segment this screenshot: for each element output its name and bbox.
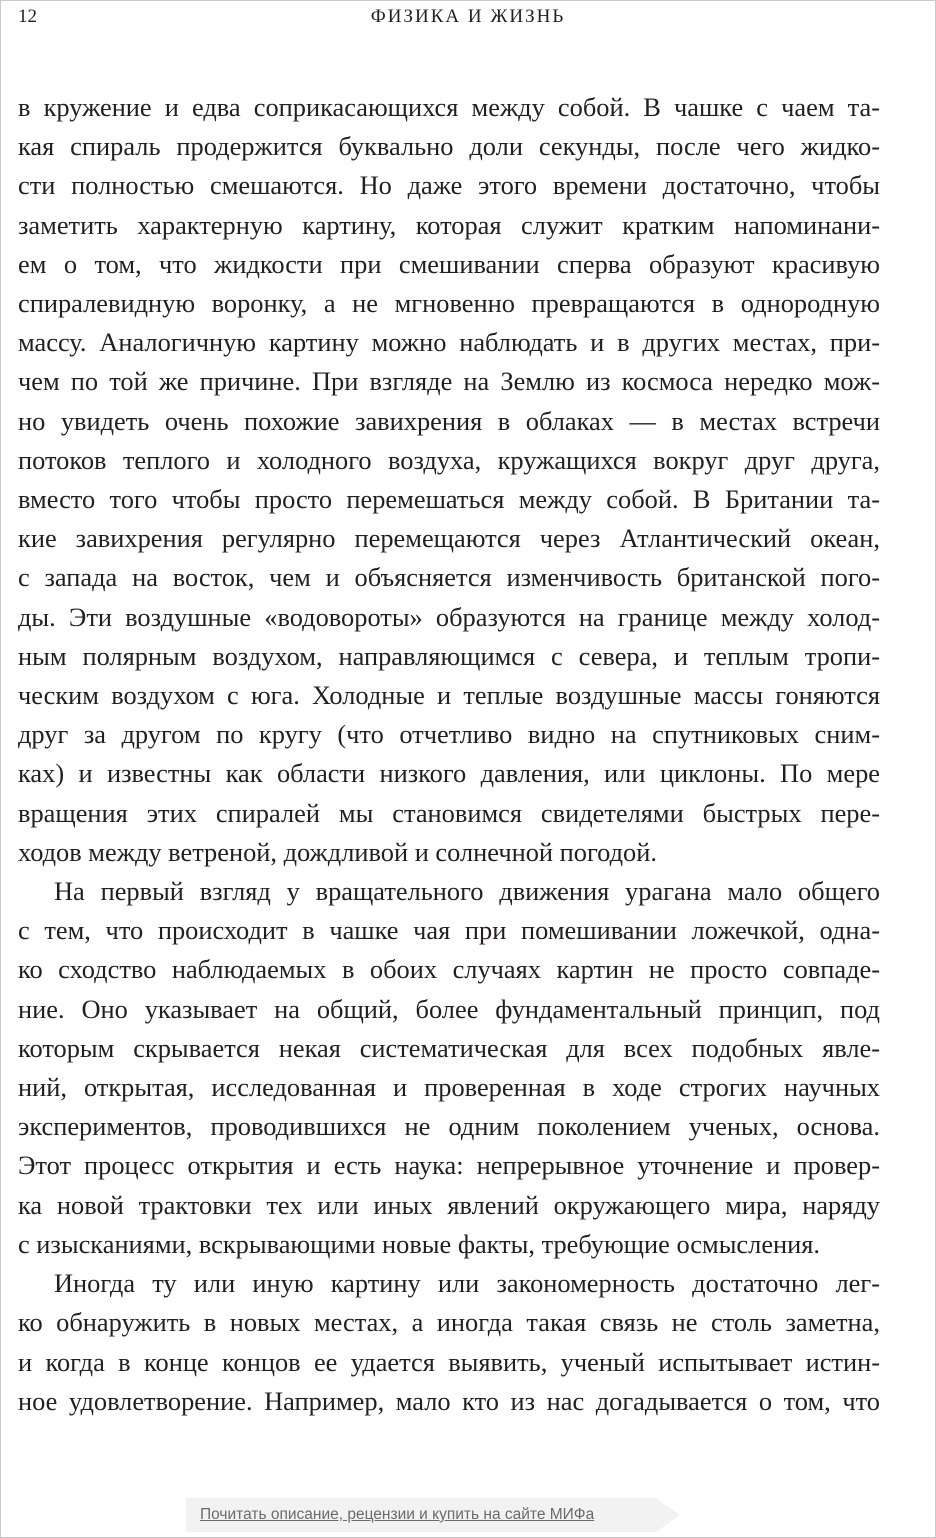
page-header — [18, 6, 918, 36]
text-line: но увидеть очень похожие завихрения в облаках — в местах встречи — [18, 405, 880, 436]
text-line: сти полностью смешаются. Но даже этого времени достаточно, чтобы — [18, 170, 880, 201]
text-line: ческим воздухом с юга. Холодные и теплые воздушные массы гоняются — [18, 680, 880, 711]
text-line: Иногда ту или иную картину или закономерность достаточно лег- — [54, 1268, 880, 1299]
text-line: с запада на восток, чем и объясняется изменчивость британской пого- — [18, 562, 880, 593]
body-text — [18, 88, 880, 1421]
text-line: ем о том, что жидкости при смешивании сперва образуют красивую — [18, 248, 880, 279]
text-line: кие завихрения регулярно перемещаются через Атлантический океан, — [18, 523, 880, 554]
text-line: экспериментов, проводившихся не одним поколением ученых, основа. — [18, 1111, 880, 1142]
text-line: массу. Аналогичную картину можно наблюдать и в других местах, при- — [18, 327, 880, 358]
text-line: ко обнаружить в новых местах, а иногда такая связь не столь заметна, — [18, 1307, 880, 1338]
text-line: чем по той же причине. При взгляде на Землю из космоса нередко мож- — [18, 366, 880, 397]
text-line: в кружение и едва соприкасающихся между собой. В чашке с чаем та- — [18, 92, 880, 122]
text-line: ках) и известны как области низкого давления, или циклоны. По мере — [18, 758, 880, 789]
text-line: ходов между ветреной, дождливой и солнечной погодой. — [18, 836, 657, 867]
text-line: заметить характерную картину, которая служит кратким напоминани- — [18, 209, 880, 240]
text-line: и когда в конце концов ее удается выявить, ученый испытывает истин- — [18, 1346, 880, 1377]
text-line: ние. Оно указывает на общий, более фундаментальный принцип, под — [18, 993, 880, 1024]
running-title: ФИЗИКА И ЖИЗНЬ — [370, 6, 566, 27]
text-line: вместо того чтобы просто перемешаться между собой. В Британии та- — [18, 484, 880, 515]
text-line: спиралевидную воронку, а не мгновенно превращаются в однородную — [18, 288, 880, 319]
text-line: ды. Эти воздушные «водовороты» образуются на границе между холод- — [18, 601, 880, 632]
text-line: ний, открытая, исследованная и проверенная в ходе строгих научных — [18, 1072, 880, 1103]
text-line: вращения этих спиралей мы становимся свидетелями быстрых пере- — [18, 797, 880, 828]
text-line: с изысканиями, вскрывающими новые факты, требующие осмысления. — [18, 1228, 821, 1259]
text-line: ко сходство наблюдаемых в обоих случаях картин не просто совпаде- — [18, 954, 880, 985]
text-line: На первый взгляд у вращательного движения урагана мало общего — [54, 876, 880, 907]
buy-on-mif-link[interactable]: Почитать описание, рецензии и купить на сайте МИФа — [186, 1498, 656, 1532]
text-line: ным полярным воздухом, направляющимся с севера, и теплым тропи- — [18, 640, 880, 671]
page-number: 12 — [18, 6, 37, 27]
text-line: потоков теплого и холодного воздуха, кружащихся вокруг друг друга, — [18, 444, 880, 475]
arrow-shape — [656, 1498, 680, 1532]
text-line: с тем, что происходит в чашке чая при помешивании ложечкой, одна- — [18, 915, 880, 946]
text-line: кая спираль продержится буквально доли секунды, после чего жидко- — [18, 131, 880, 162]
text-line: ное удовлетворение. Например, мало кто из нас догадывается о том, что — [18, 1385, 880, 1416]
text-line: ка новой трактовки тех или иных явлений окружающего мира, наряду — [18, 1189, 880, 1220]
text-line: друг за другом по кругу (что отчетливо видно на спутниковых сним- — [18, 719, 880, 750]
text-line: Этот процесс открытия и есть наука: непрерывное уточнение и провер- — [18, 1150, 880, 1181]
text-line: которым скрывается некая систематическая для всех подобных явле- — [18, 1032, 880, 1063]
